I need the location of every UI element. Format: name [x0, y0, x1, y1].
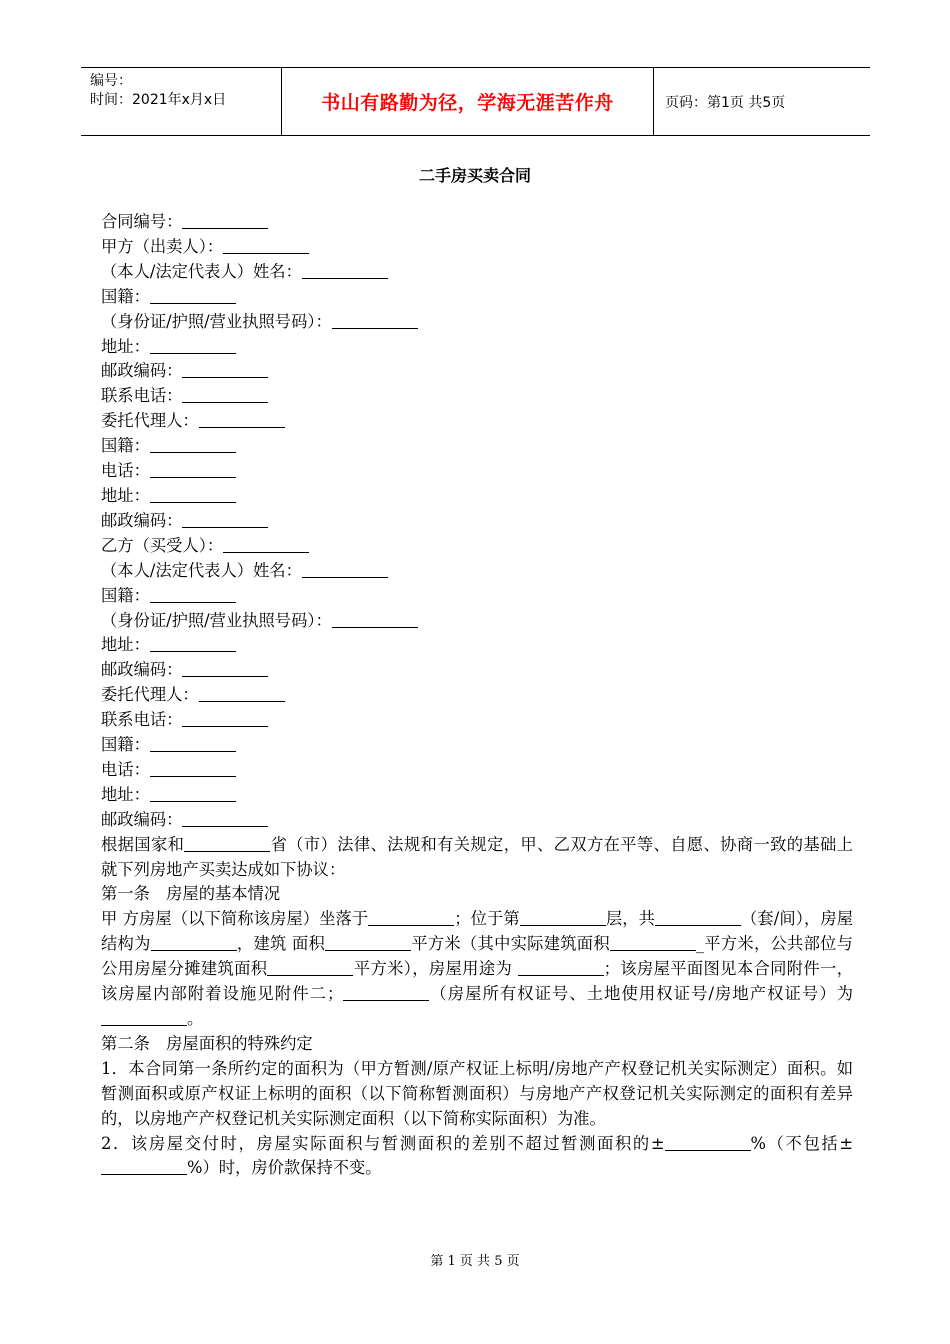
article-1-heading: 第一条 房屋的基本情况	[101, 884, 281, 904]
fill-blank	[302, 262, 388, 279]
fill-blank	[182, 361, 268, 378]
party-a-agent-postcode-field: 邮政编码：	[101, 509, 853, 534]
article-2-item-2: 2．该房屋交付时，房屋实际面积与暂测面积的差别不超过暂测面积的± %（不包括±%）时，房价款保持不变。	[101, 1133, 853, 1178]
party-b-address-field: 地址：	[101, 633, 853, 658]
party-a-phone-field: 联系电话：	[101, 384, 853, 409]
fill-blank	[182, 212, 268, 229]
page-footer: 第 1 页 共 5 页	[430, 1254, 520, 1269]
fill-blank	[101, 1009, 187, 1026]
fill-blank	[665, 1134, 751, 1151]
party-b-agent-field: 委托代理人：	[101, 683, 853, 708]
fill-blank	[150, 735, 236, 752]
document-number-label: 编号：	[90, 73, 132, 89]
fill-blank	[368, 909, 454, 926]
party-b-phone-field: 联系电话：	[101, 708, 853, 733]
party-a-field: 甲方（出卖人）：	[101, 235, 853, 260]
party-a-address-field: 地址：	[101, 335, 853, 360]
party-a-id-field: （身份证/护照/营业执照号码）：	[101, 310, 853, 335]
fill-blank	[150, 486, 236, 503]
document-date: 时间：2021年x月x日	[90, 92, 227, 108]
header-table	[81, 67, 870, 136]
fill-blank	[150, 635, 236, 652]
fill-blank	[655, 909, 741, 926]
contract-body	[101, 210, 853, 1181]
party-b-agent-postcode-field: 邮政编码：	[101, 808, 853, 833]
fill-blank	[332, 312, 418, 329]
fill-blank	[182, 810, 268, 827]
fill-blank	[610, 934, 696, 951]
fill-blank	[223, 237, 309, 254]
fill-blank	[182, 710, 268, 727]
contract-number-field: 合同编号：	[101, 210, 853, 235]
party-a-name-field: （本人/法定代表人）姓名：	[101, 260, 853, 285]
fill-blank	[343, 984, 429, 1001]
fill-blank	[199, 411, 285, 428]
fill-blank	[518, 959, 604, 976]
party-a-postcode-field: 邮政编码：	[101, 359, 853, 384]
fill-blank	[182, 386, 268, 403]
header-left-cell	[81, 68, 282, 135]
fill-blank	[199, 685, 285, 702]
article-2-heading: 第二条 房屋面积的特殊约定	[101, 1033, 313, 1053]
party-b-postcode-field: 邮政编码：	[101, 658, 853, 683]
fill-blank	[520, 909, 606, 926]
party-a-agent-address-field: 地址：	[101, 484, 853, 509]
fill-blank	[150, 337, 236, 354]
fill-blank	[150, 287, 236, 304]
party-a-nationality-field: 国籍：	[101, 285, 853, 310]
fill-blank	[151, 934, 237, 951]
party-b-field: 乙方（买受人）：	[101, 534, 853, 559]
fill-blank	[302, 561, 388, 578]
party-a-agent-nationality-field: 国籍：	[101, 434, 853, 459]
fill-blank	[182, 660, 268, 677]
article-1-paragraph: 甲 方房屋（以下简称该房屋）坐落于 ；位于第 层，共 （套/间），房屋结构为 ，建筑 面积 平方米（其中实际建筑面积 _平方米，公共部位与公用房屋分摊建筑面积 平方米），房屋用途为 ；该房屋平面图见本合同附件一，该房屋内部附着设施见附件二； （房屋所有权证号、土地使用权证号/房地产权证号）为 。	[101, 909, 853, 1028]
party-b-nationality-field: 国籍：	[101, 584, 853, 609]
preamble-paragraph: 根据国家和 省（市）法律、法规和有关规定，甲、乙双方在平等、自愿、协商一致的基础上就下列房地产买卖达成如下协议：	[101, 834, 853, 879]
document-title: 二手房买卖合同	[418, 166, 531, 185]
fill-blank	[150, 436, 236, 453]
article-2-item-1: 1．本合同第一条所约定的面积为（甲方暂测/原产权证上标明/房地产产权登记机关实际测定）面积。如暂测面积或原产权证上标明的面积（以下简称暂测面积）与房地产产权登记机关实际测定的面积有差异的，以房地产产权登记机关实际测定面积（以下简称实际面积）为准。	[101, 1058, 853, 1128]
party-a-agent-phone-field: 电话：	[101, 459, 853, 484]
fill-blank	[267, 959, 353, 976]
party-b-agent-phone-field: 电话：	[101, 758, 853, 783]
party-b-name-field: （本人/法定代表人）姓名：	[101, 559, 853, 584]
fill-blank	[223, 536, 309, 553]
fill-blank	[150, 785, 236, 802]
fill-blank	[184, 835, 270, 852]
fill-blank	[150, 760, 236, 777]
fill-blank	[101, 1158, 187, 1175]
fill-blank	[150, 461, 236, 478]
header-page-info: 页码：第1页 共5页	[665, 94, 786, 111]
party-b-agent-nationality-field: 国籍：	[101, 733, 853, 758]
party-b-id-field: （身份证/护照/营业执照号码）：	[101, 609, 853, 634]
party-a-agent-field: 委托代理人：	[101, 409, 853, 434]
fill-blank	[150, 586, 236, 603]
header-slogan: 书山有路勤为径，学海无涯苦作舟	[321, 92, 614, 114]
fill-blank	[325, 934, 411, 951]
fill-blank	[182, 511, 268, 528]
fill-blank	[332, 611, 418, 628]
party-b-agent-address-field: 地址：	[101, 783, 853, 808]
header-slogan-cell	[282, 68, 654, 135]
